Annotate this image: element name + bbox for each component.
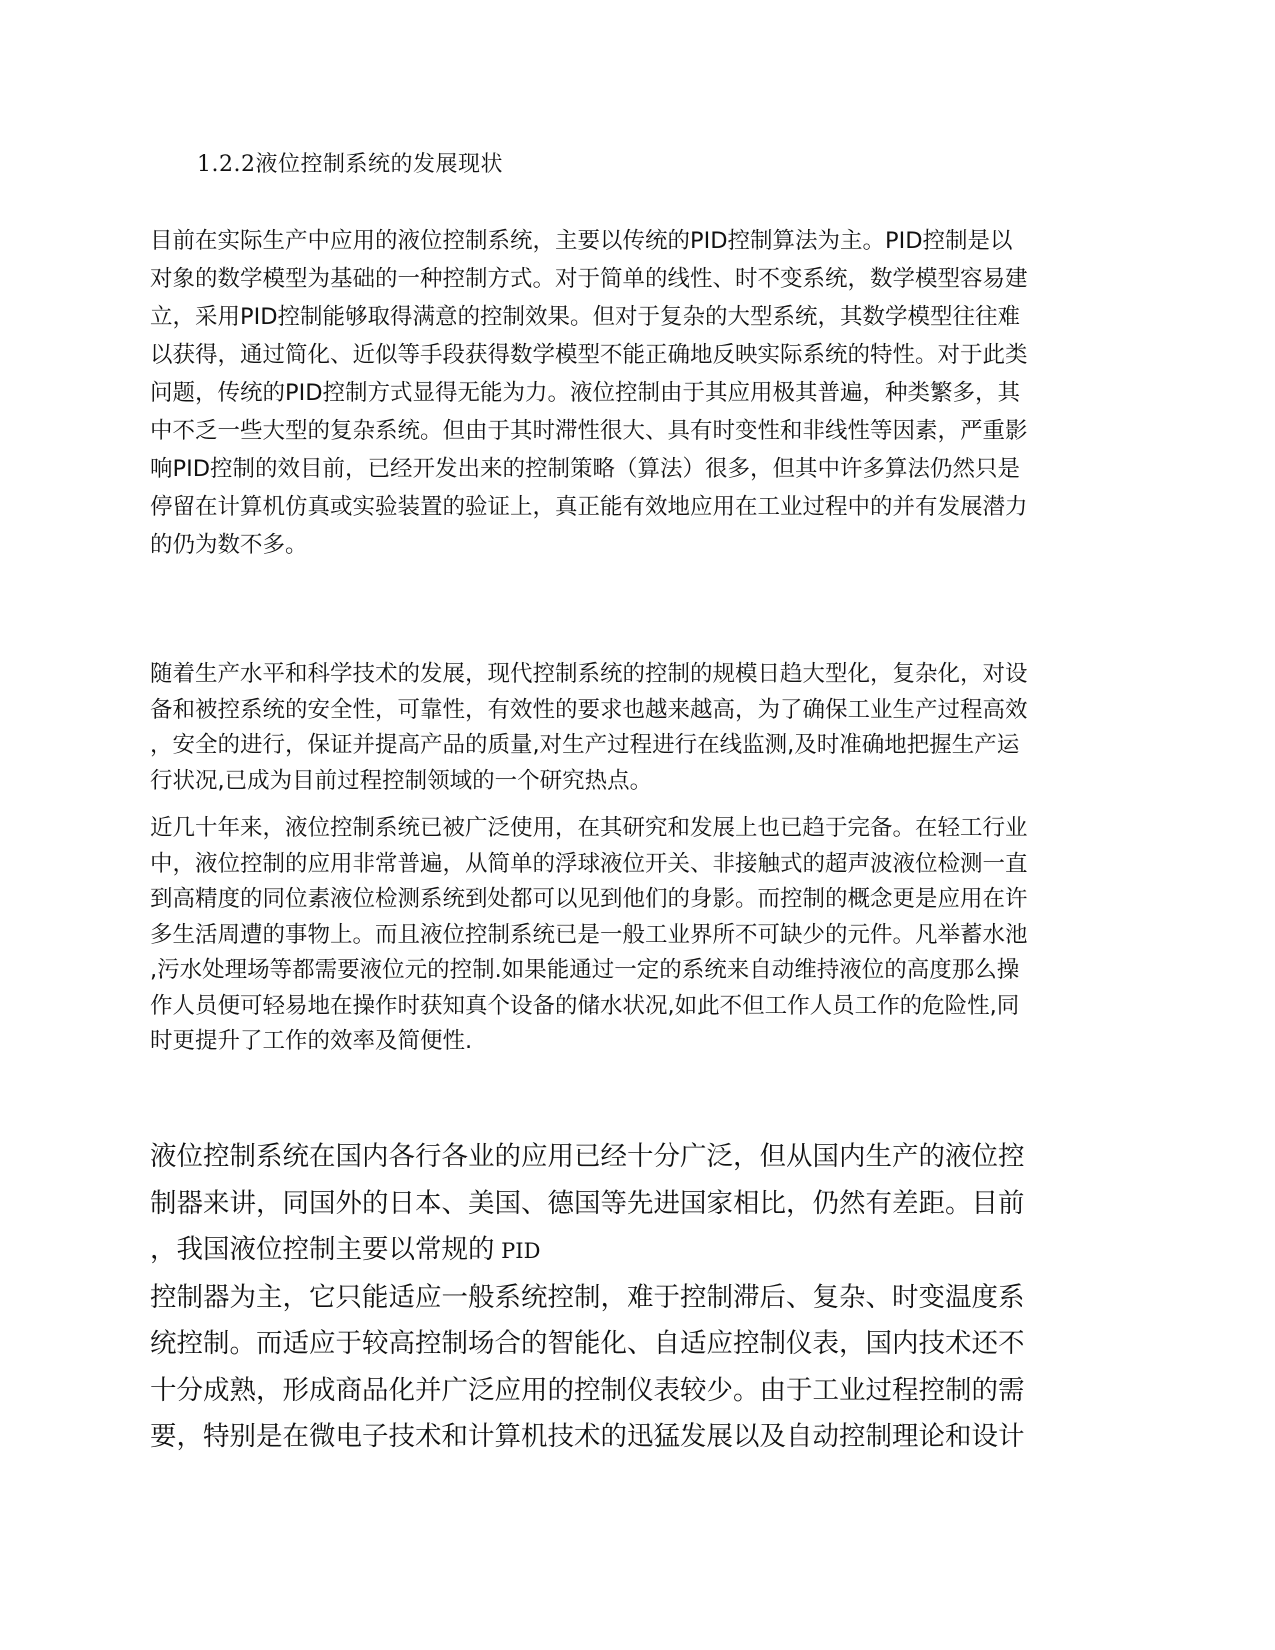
text-line: 响PID控制的效目前，已经开发出来的控制策略（算法）很多，但其中许多算法仍然只是	[150, 456, 1021, 482]
text-line: 控制器为主，它只能适应一般系统控制，难于控制滞后、复杂、时变温度系	[150, 1281, 1025, 1313]
text-line: 问题，传统的PID控制方式显得无能为力。液位控制由于其应用极其普遍，种类繁多，其	[150, 380, 1021, 406]
text-line: 作人员便可轻易地在操作时获知真个设备的储水状况,如此不但工作人员工作的危险性,同	[150, 992, 1020, 1019]
text-line: 制器来讲，同国外的日本、美国、德国等先进国家相比，仍然有差距。目前	[150, 1187, 1025, 1219]
text-line: 中，液位控制的应用非常普遍，从简单的浮球液位开关、非接触式的超声波液位检测一直	[150, 850, 1028, 877]
paragraph-modern-control	[150, 657, 1125, 799]
text-line: 随着生产水平和科学技术的发展，现代控制系统的控制的规模日趋大型化，复杂化，对设	[150, 661, 1028, 687]
text-line: 停留在计算机仿真或实验装置的验证上，真正能有效地应用在工业过程中的并有发展潜力	[150, 494, 1028, 520]
text-line: 中不乏一些大型的复杂系统。但由于其时滞性很大、具有时变性和非线性等因素，严重影	[150, 418, 1028, 444]
text-segment-pid: PID	[494, 1239, 541, 1263]
text-line: 液位控制系统在国内各行各业的应用已经十分广泛，但从国内生产的液位控	[150, 1141, 1025, 1172]
paragraph-pid-control	[150, 222, 1125, 564]
text-line: ，安全的进行，保证并提高产品的质量,对生产过程进行在线监测,及时准确地把握生产运	[150, 732, 1020, 758]
text-line: 统控制。而适应于较高控制场合的智能化、自适应控制仪表，国内技术还不	[150, 1328, 1025, 1359]
text-line: 目前在实际生产中应用的液位控制系统，主要以传统的PID控制算法为主。PID控制是以	[150, 228, 1013, 254]
text-line: 近几十年来，液位控制系统已被广泛使用，在其研究和发展上也已趋于完备。在轻工行业	[150, 815, 1028, 841]
text-line: 备和被控系统的安全性，可靠性，有效性的要求也越来越高，为了确保工业生产过程高效	[150, 696, 1028, 723]
text-line: ,污水处理场等都需要液位元的控制.如果能通过一定的系统来自动维持液位的高度那么操	[150, 957, 1020, 983]
text-line: 要，特别是在微电子技术和计算机技术的迅猛发展以及自动控制理论和设计	[150, 1421, 1025, 1452]
text-line: 行状况,已成为目前过程控制领域的一个研究热点。	[150, 767, 653, 794]
paragraph-recent-decades	[150, 811, 1125, 1060]
text-line: 对象的数学模型为基础的一种控制方式。对于简单的线性、时不变系统，数学模型容易建	[150, 266, 1028, 292]
text-line: 以获得，通过简化、近似等手段获得数学模型不能正确地反映实际系统的特性。对于此类	[150, 342, 1028, 368]
text-line: 多生活周遭的事物上。而且液位控制系统已是一般工业界所不可缺少的元件。凡举蓄水池	[150, 921, 1028, 948]
text-line: 时更提升了工作的效率及简便性.	[150, 1028, 473, 1054]
text-line: 立，采用PID控制能够取得满意的控制效果。但对于复杂的大型系统，其数学模型往往难	[150, 304, 1021, 330]
text-line	[150, 1227, 1125, 1275]
text-line: 十分成熟，形成商品化并广泛应用的控制仪表较少。由于工业过程控制的需	[150, 1374, 1025, 1406]
text-segment: ，我国液位控制主要以常规的	[150, 1234, 495, 1265]
paragraph-domestic-status	[150, 1134, 1125, 1461]
section-heading: 1.2.2液位控制系统的发展现状	[197, 152, 503, 177]
text-line: 的仍为数不多。	[150, 532, 308, 558]
text-line: 到高精度的同位素液位检测系统到处都可以见到他们的身影。而控制的概念更是应用在许	[150, 886, 1028, 912]
